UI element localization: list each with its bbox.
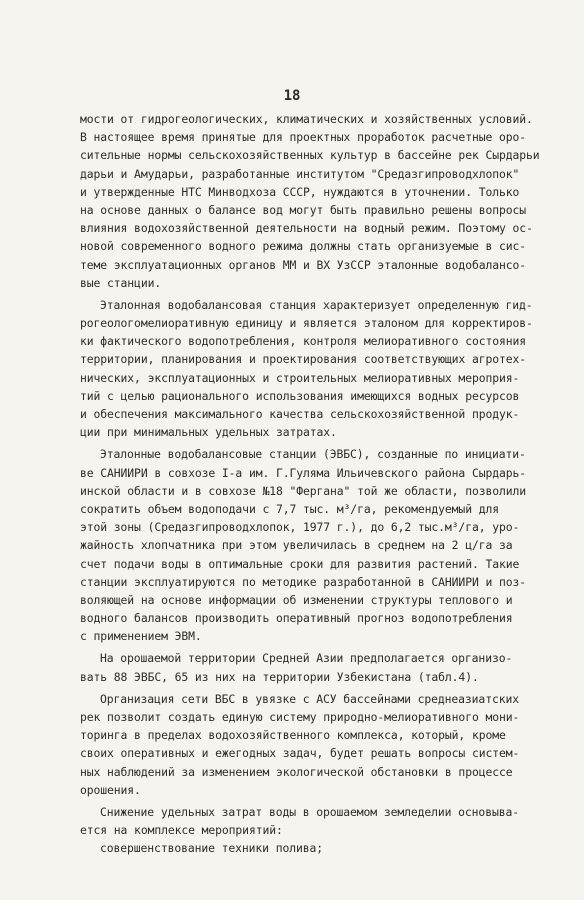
text-line: воляющей на основе информации об изменении структуры теплового и xyxy=(80,592,513,607)
text-line: рогеологомелиоративную единицу и является эталоном для корректиров- xyxy=(80,316,533,331)
text-line: Эталонные водобалансовые станции (ЭВБС), созданные по инициати- xyxy=(100,447,526,462)
text-line: На орошаемой территории Средней Азии предполагается организо- xyxy=(100,651,513,666)
text-line: ки фактического водопотребления, контроля мелиоративного состояния xyxy=(80,334,527,349)
text-line: вать 88 ЭВБС, 65 из них на территории Узбекистана (табл.4). xyxy=(80,669,479,684)
text-line: сительные нормы сельскохозяйственных культур в бассейне рек Сырдарьи xyxy=(80,148,540,163)
text-line: В настоящее время принятые для проектных проработок расчетные оро- xyxy=(80,130,527,145)
text-line: своих оперативных и ежегодных задач, будет решать вопросы систем- xyxy=(80,746,520,761)
text-line: и обеспечения максимального качества сельскохозяйственной продук- xyxy=(80,407,520,421)
page-number: 18 xyxy=(283,88,301,104)
text-line: дарьи и Амударьи, разработанные институтом "Средазгипроводхлопок" xyxy=(80,166,520,181)
text-line: ется на комплексе мероприятий: xyxy=(80,823,283,838)
text-line: инской области и в совхозе №18 "Фергана" той же области, позволили xyxy=(80,483,527,498)
text-line: счет подачи воды в оптимальные сроки для развития растений. Такие xyxy=(80,556,520,571)
text-line: территории, планирования и проектирования соответствующих агротех- xyxy=(80,352,527,367)
text-line: вые станции. xyxy=(80,275,162,290)
text-line: и утвержденные НТС Минводхоза СССР, нуждаются в уточнении. Только xyxy=(80,184,520,199)
text-line: Эталонная водобалансовая станция характеризует определенную гид- xyxy=(100,297,533,312)
text-line: сократить объем водоподачи с 7,7 тыс. м³/га, рекомендуемый для xyxy=(80,501,499,516)
body-text xyxy=(80,110,540,858)
text-line: Снижение удельных затрат воды в орошаемом земледелии основыва- xyxy=(100,804,519,819)
text-line: жайность хлопчатника при этом увеличилась в среднем на 2 ц/га за xyxy=(80,538,513,553)
text-line: нических, эксплуатационных и строительных мелиоративных мероприя- xyxy=(80,370,520,385)
text-line: станции эксплуатируются по методике разработанной в САНИИРИ и поз- xyxy=(80,574,527,589)
text-line: тий с целью рационального использования имеющихся водных ресурсов xyxy=(80,388,520,403)
text-line: с применением ЭВМ. xyxy=(80,629,202,644)
text-line: орошения. xyxy=(80,782,141,797)
text-line: мости от гидрогеологических, климатических и хозяйственных условий. xyxy=(80,112,533,126)
text-line: влияния водохозяйственной деятельности на водный режим. Поэтому ос- xyxy=(80,221,533,236)
text-line: ции при минимальных удельных затратах. xyxy=(80,425,337,440)
text-line: этой зоны (Средазгипроводхлопок, 1977 г.), до 6,2 тыс.м³/га, уро- xyxy=(80,520,520,535)
text-line: рек позволит создать единую систему природно-мелиоративного мони- xyxy=(80,710,520,724)
text-line: теме эксплуатационных органов ММ и ВХ УзССР эталонные водобалансо- xyxy=(80,257,527,272)
text-line: водного балансов производить оперативный прогноз водопотребления xyxy=(80,611,513,626)
text-line: на основе данных о балансе вод могут быть правильно решены вопросы xyxy=(80,202,527,217)
text-line: торинга в пределах водохозяйственного комплекса, который, кроме xyxy=(80,728,506,743)
text-line: новой современного водного режима должны стать организуемые в сис- xyxy=(80,239,527,254)
text-line: Организация сети ВБС в увязке с АСУ бассейнами среднеазиатских xyxy=(100,691,519,706)
text-line: ных наблюдений за изменением экологической обстановки в процессе xyxy=(80,764,513,779)
text-line: совершенствование техники полива; xyxy=(100,841,324,856)
text-line: ве САНИИРИ в совхозе I-а им. Г.Гуляма Ильичевского района Сырдарь- xyxy=(80,465,527,480)
